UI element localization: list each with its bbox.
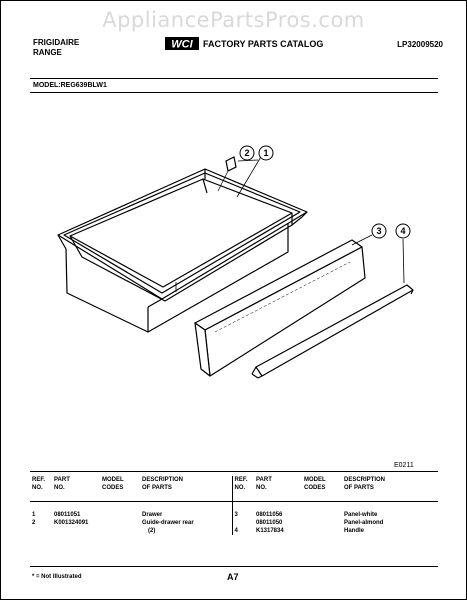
ref-no [30,527,52,535]
divider-table [30,471,438,472]
callout-2 [240,146,254,160]
callout-4 [396,224,410,238]
part-no: 08011050 [256,520,283,526]
table-row [30,519,438,527]
part-no: K001324091 [54,520,89,526]
table-row [30,502,438,520]
part-no: K1317834 [256,528,284,534]
header-part: PART NO. [254,476,302,502]
part-description: Panel-white [344,512,378,518]
model-codes [100,502,140,520]
table-row [30,527,438,535]
model-codes [302,527,342,535]
wci-logo [165,37,199,50]
callout-2-label: 2 [244,148,250,158]
header-ref: REF. NO. [30,476,52,502]
catalog-title: FACTORY PARTS CATALOG [203,38,324,49]
header-ref: REF. NO. [232,476,254,502]
header-catalog [165,37,323,50]
part-description: Handle [344,528,365,534]
header-model: MODEL CODES [302,476,342,502]
ref-no [232,519,254,527]
divider-model [30,92,438,93]
model-label: MODEL:REG639BLW1 [33,82,107,89]
callout-4-label: 4 [400,226,406,236]
callout-3-label: 3 [376,226,382,236]
part-description: Panel-almond [344,520,384,526]
ref-no: 4 [232,527,254,535]
part-no [52,527,100,535]
model-codes [302,502,342,520]
not-illustrated-note: * = Not Illustrated [32,574,82,580]
ref-no: 1 [32,512,36,518]
callout-1-label: 1 [263,148,269,158]
logo-text: WCI [171,38,193,50]
product-type: RANGE [33,48,62,57]
part-description: Drawer [142,512,163,518]
exploded-parts-diagram [30,95,440,430]
part-no: 08011056 [256,512,283,518]
catalog-number: LP32009520 [397,40,443,49]
header-description: DESCRIPTION OF PARTS [342,476,438,502]
callout-1 [259,146,273,160]
brand-name: FRIGIDAIRE [33,38,80,47]
page-number: A7 [227,572,239,582]
header-description: DESCRIPTION OF PARTS [140,476,232,502]
part-no: 08011051 [54,512,81,518]
watermark: AppliancePartsPros.com [102,8,365,32]
callout-3 [372,224,386,238]
divider-bottom [30,566,438,567]
model-codes [100,519,140,527]
part-description: Guide-drawer rear [142,520,194,526]
drawing-code: E0211 [394,462,414,469]
part-description: (2) [148,528,156,534]
ref-no: 2 [32,520,36,526]
parts-table [30,476,438,535]
header-model: MODEL CODES [100,476,140,502]
header-part: PART NO. [52,476,100,502]
header-brand [33,38,79,58]
model-codes [100,527,140,535]
table-header-row [30,476,438,502]
model-codes [302,519,342,527]
divider-top [30,78,438,79]
ref-no: 3 [232,502,254,520]
